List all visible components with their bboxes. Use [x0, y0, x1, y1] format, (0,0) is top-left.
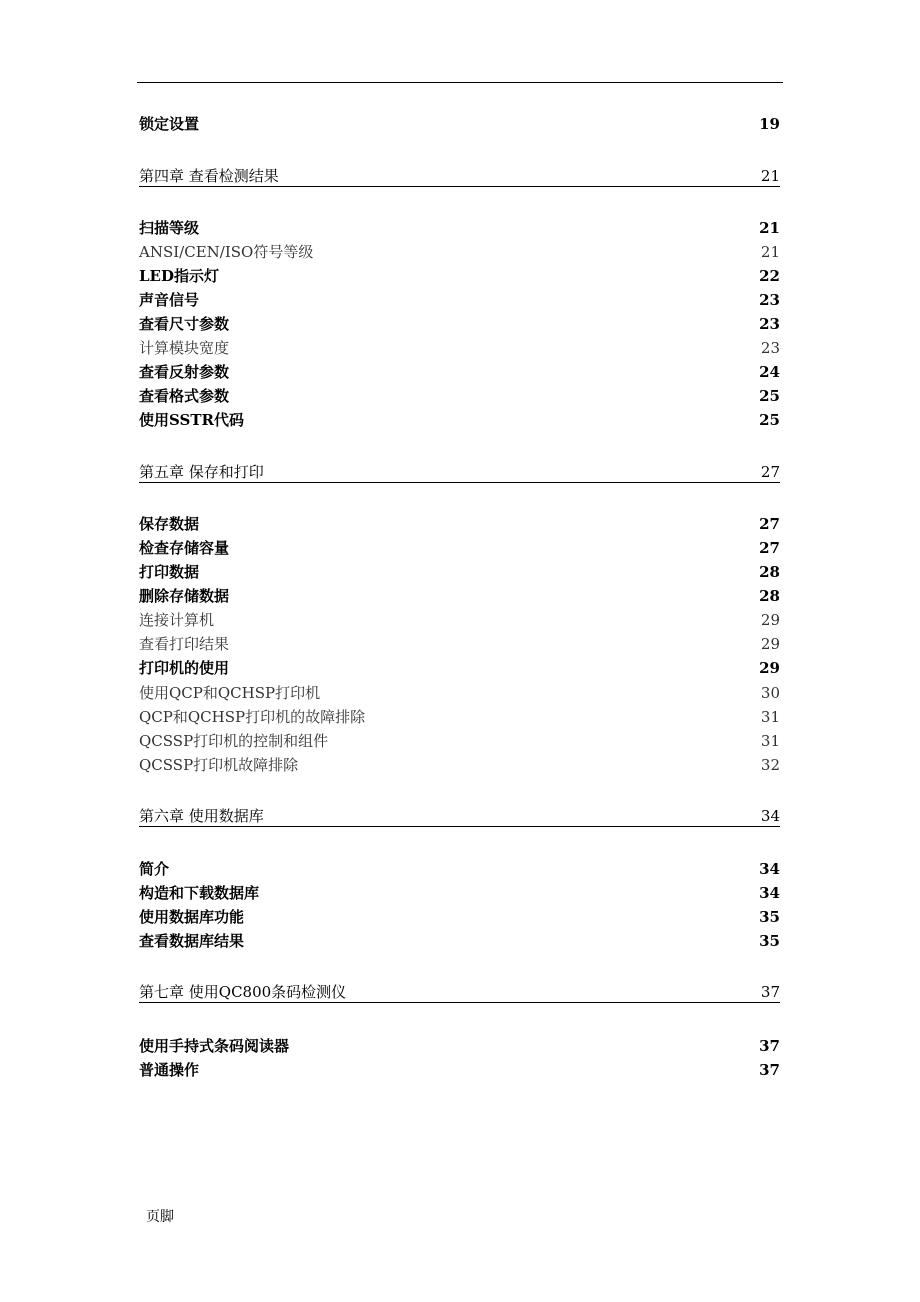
toc-entry-title: 第五章 保存和打印: [139, 463, 264, 481]
toc-entry[interactable]: [139, 360, 780, 384]
toc-entry[interactable]: [139, 1058, 780, 1082]
toc-entry[interactable]: [139, 536, 780, 560]
toc-entry-page-number: 30: [760, 684, 780, 702]
toc-entry-page-number: 25: [759, 411, 780, 429]
header-rule: [137, 82, 783, 83]
toc-entry-title: 构造和下载数据库: [139, 884, 260, 902]
toc-entry[interactable]: [139, 608, 780, 632]
toc-chapter-entry[interactable]: [139, 166, 780, 187]
toc-entry[interactable]: [139, 929, 780, 953]
toc-entry-page-number: 29: [759, 659, 780, 677]
toc-entry-page-number: 31: [760, 708, 780, 726]
toc-entry-page-number: 27: [760, 463, 780, 481]
toc-entry-title: 打印数据: [139, 563, 200, 581]
toc-entry-title: 第四章 查看检测结果: [139, 167, 279, 185]
toc-entry[interactable]: [139, 264, 780, 288]
toc-chapter-entry[interactable]: [139, 982, 780, 1003]
toc-entry[interactable]: [139, 560, 780, 584]
toc-entry[interactable]: [139, 408, 780, 432]
toc-entry-title: 使用手持式条码阅读器: [139, 1037, 290, 1055]
toc-entry-title: 查看数据库结果: [139, 932, 245, 950]
toc-entry-page-number: 22: [759, 267, 780, 285]
toc-entry[interactable]: [139, 857, 780, 881]
toc-entry-page-number: 32: [760, 756, 780, 774]
toc-entry-title: 第六章 使用数据库: [139, 807, 264, 825]
toc-entry-page-number: 23: [759, 291, 780, 309]
toc-entry-page-number: 21: [759, 219, 780, 237]
toc-entry-page-number: 37: [759, 1061, 780, 1079]
toc-entry-page-number: 37: [760, 983, 780, 1001]
toc-entry-page-number: 27: [759, 539, 780, 557]
toc-entry-title: 使用QCP和QCHSP打印机: [139, 684, 321, 702]
toc-entry[interactable]: [139, 705, 780, 729]
toc-entry-page-number: 31: [760, 732, 780, 750]
toc-entry-title: 保存数据: [139, 515, 200, 533]
toc-entry[interactable]: [139, 632, 780, 656]
toc-entry-title: 查看格式参数: [139, 387, 230, 405]
toc-entry-page-number: 28: [759, 587, 780, 605]
toc-entry[interactable]: [139, 656, 780, 680]
toc-entry-title: QCSSP打印机故障排除: [139, 756, 299, 774]
toc-entry-title: 普通操作: [139, 1061, 200, 1079]
toc-entry-title: 检查存储容量: [139, 539, 230, 557]
toc-entry[interactable]: [139, 512, 780, 536]
toc-entry-title: ANSI/CEN/ISO符号等级: [139, 243, 314, 261]
toc-entry-page-number: 21: [760, 243, 780, 261]
toc-entry-title: 连接计算机: [139, 611, 215, 629]
toc-entry-title: 使用SSTR代码: [139, 411, 244, 429]
toc-entry-page-number: 34: [759, 860, 780, 878]
toc-entry-page-number: 24: [759, 363, 780, 381]
toc-entry-title: QCSSP打印机的控制和组件: [139, 732, 329, 750]
toc-entry-page-number: 37: [759, 1037, 780, 1055]
toc-entry[interactable]: [139, 1034, 780, 1058]
toc-entry-title: 查看打印结果: [139, 635, 230, 653]
toc-entry[interactable]: [139, 881, 780, 905]
toc-entry-title: 计算模块宽度: [139, 339, 230, 357]
toc-entry[interactable]: [139, 729, 780, 753]
toc-entry-page-number: 23: [759, 315, 780, 333]
toc-entry-page-number: 29: [760, 635, 780, 653]
toc-entry[interactable]: [139, 240, 780, 264]
toc-entry[interactable]: [139, 112, 780, 136]
toc-entry-page-number: 27: [759, 515, 780, 533]
toc-entry-page-number: 34: [759, 884, 780, 902]
toc-entry[interactable]: [139, 753, 780, 777]
toc-entry[interactable]: [139, 216, 780, 240]
toc-entry[interactable]: [139, 681, 780, 705]
toc-entry-page-number: 23: [760, 339, 780, 357]
toc-entry-title: 查看反射参数: [139, 363, 230, 381]
toc-entry-title: QCP和QCHSP打印机的故障排除: [139, 708, 366, 726]
toc-entry-page-number: 34: [760, 807, 780, 825]
toc-chapter-entry[interactable]: [139, 806, 780, 827]
page-footer: 页脚: [146, 1209, 174, 1225]
toc-entry-page-number: 25: [759, 387, 780, 405]
toc-entry-page-number: 29: [760, 611, 780, 629]
toc-entry-title: 打印机的使用: [139, 659, 230, 677]
toc-entry-title: 使用数据库功能: [139, 908, 245, 926]
toc-entry-title: 扫描等级: [139, 219, 200, 237]
toc-entry[interactable]: [139, 905, 780, 929]
toc-entry[interactable]: [139, 336, 780, 360]
toc-entry-page-number: 35: [759, 908, 780, 926]
toc-entry-title: 声音信号: [139, 291, 200, 309]
toc-entry[interactable]: [139, 312, 780, 336]
toc-entry-title: 查看尺寸参数: [139, 315, 230, 333]
toc-entry-page-number: 35: [759, 932, 780, 950]
toc-entry[interactable]: [139, 384, 780, 408]
toc-entry-title: 删除存储数据: [139, 587, 230, 605]
toc-entry[interactable]: [139, 584, 780, 608]
toc-entry-title: 第七章 使用QC800条码检测仪: [139, 983, 347, 1001]
toc-entry-title: 锁定设置: [139, 115, 200, 133]
toc-entry-page-number: 28: [759, 563, 780, 581]
toc-entry-page-number: 19: [759, 115, 780, 133]
toc-entry[interactable]: [139, 288, 780, 312]
toc-chapter-entry[interactable]: [139, 462, 780, 483]
toc-entry-page-number: 21: [760, 167, 780, 185]
toc-entry-title: 简介: [139, 860, 170, 878]
toc-entry-title: LED指示灯: [139, 267, 219, 285]
